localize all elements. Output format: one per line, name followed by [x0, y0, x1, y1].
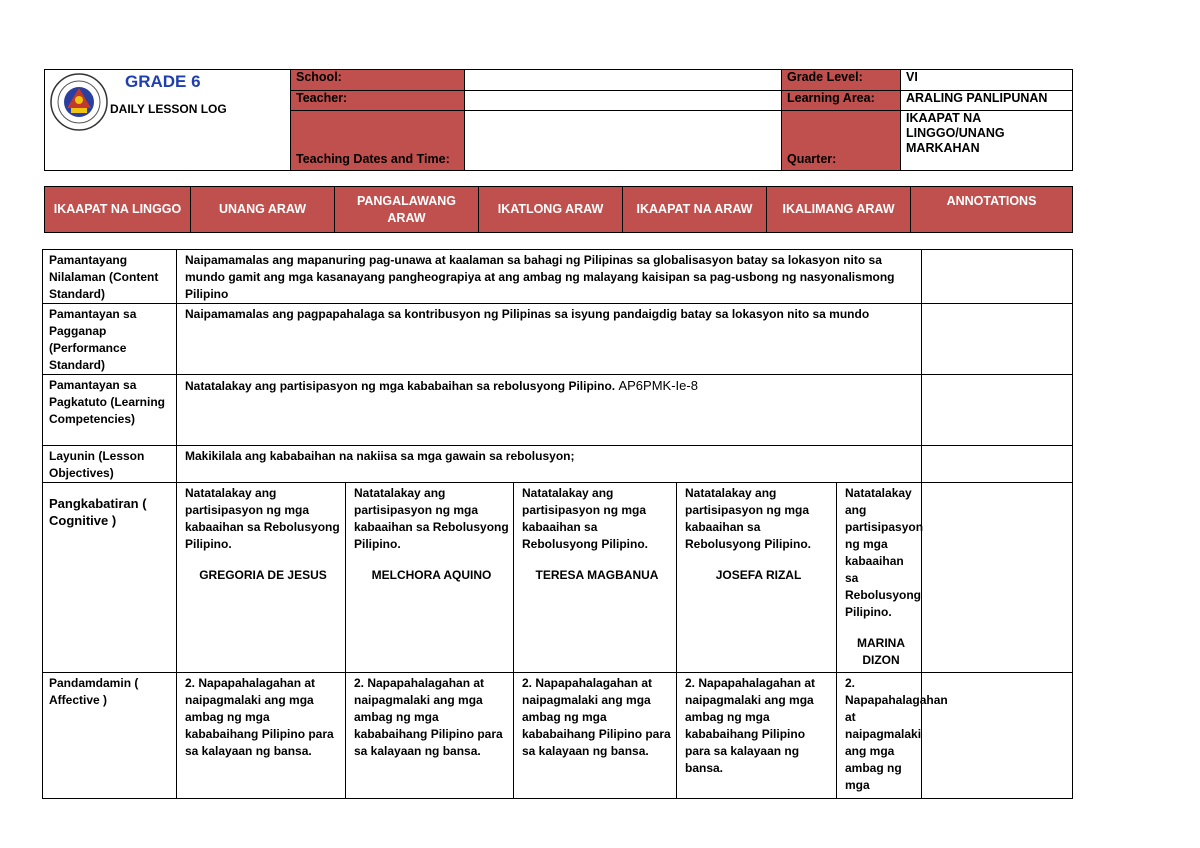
- competencies-annotation[interactable]: [922, 375, 1073, 446]
- cognitive-annotation[interactable]: [922, 483, 1073, 673]
- affective-annotation[interactable]: [922, 673, 1073, 799]
- quarter-label: Quarter:: [782, 111, 901, 171]
- hero-name: MELCHORA AQUINO: [371, 568, 492, 582]
- school-label: School:: [291, 70, 465, 91]
- cognitive-row: [43, 483, 1073, 673]
- competency-code: AP6PMK-Ie-8: [618, 378, 698, 393]
- cognitive-day-3: [514, 483, 677, 673]
- affective-day-4: 2. Napapahalagahan at naipagmalaki ang mga ambag ng mga kababaihang Pilipino para sa kalayaan ng bansa.: [677, 673, 837, 799]
- performance-standard-row: [43, 304, 1073, 375]
- daily-lesson-log-label: DAILY LESSON LOG: [110, 102, 227, 116]
- cognitive-day-5-text: Natatalakay ang partisipasyon ng mga kabaaihan sa Rebolusyong Pilipino.: [845, 486, 924, 619]
- performance-standard-text: Naipamamalas ang pagpapahalaga sa kontribusyon ng Pilipinas sa isyung pandaigdig batay sa lokasyon nito sa mundo: [177, 304, 922, 375]
- day-4-header: IKAAPAT NA ARAW: [623, 187, 767, 233]
- school-field[interactable]: [465, 70, 782, 91]
- performance-standard-label: Pamantayan sa Pagganap (Performance Standard): [43, 304, 177, 375]
- cognitive-day-2-text: Natatalakay ang partisipasyon ng mga kabaaihan sa Rebolusyong Pilipino.: [354, 486, 509, 551]
- teaching-dates-label: Teaching Dates and Time:: [291, 111, 465, 171]
- hero-name: JOSEFA RIZAL: [715, 568, 802, 582]
- competencies-cell: [177, 375, 922, 446]
- learning-area-value: ARALING PANLIPUNAN: [901, 91, 1073, 111]
- grade-level-value: VI: [901, 70, 1073, 91]
- quarter-value: IKAAPAT NA LINGGO/UNANG MARKAHAN: [901, 111, 1073, 171]
- cognitive-day-4: [677, 483, 837, 673]
- competencies-row: [43, 375, 1073, 446]
- content-standard-label: Pamantayang Nilalaman (Content Standard): [43, 250, 177, 304]
- content-standard-row: [43, 250, 1073, 304]
- grade-title: GRADE 6: [125, 72, 201, 91]
- objectives-text: Makikilala ang kababaihan na nakiisa sa mga gawain sa rebolusyon;: [177, 446, 922, 483]
- grade-level-label: Grade Level:: [782, 70, 901, 91]
- competencies-text: Natatalakay ang partisipasyon ng mga kababaihan sa rebolusyong Pilipino.: [185, 379, 616, 393]
- header-table: [44, 69, 1073, 171]
- hero-name: MARINA DIZON: [857, 636, 905, 667]
- day-1-header: UNANG ARAW: [191, 187, 335, 233]
- affective-row: [43, 673, 1073, 799]
- content-standard-annotation[interactable]: [922, 250, 1073, 304]
- cognitive-label: Pangkabatiran ( Cognitive ): [43, 483, 177, 673]
- competencies-label: Pamantayan sa Pagkatuto (Learning Competencies): [43, 375, 177, 446]
- cognitive-day-4-text: Natatalakay ang partisipasyon ng mga kabaaihan sa Rebolusyong Pilipino.: [685, 486, 811, 551]
- lesson-plan-table: [42, 249, 1073, 799]
- objectives-row: [43, 446, 1073, 483]
- header-logo-cell: [45, 70, 291, 171]
- affective-day-1: 2. Napapahalagahan at naipagmalaki ang mga ambag ng mga kababaihang Pilipino para sa kalayaan ng bansa.: [177, 673, 346, 799]
- cognitive-day-1: [177, 483, 346, 673]
- teacher-label: Teacher:: [291, 91, 465, 111]
- affective-label: Pandamdamin ( Affective ): [43, 673, 177, 799]
- cognitive-day-2: [346, 483, 514, 673]
- week-header: IKAAPAT NA LINGGO: [45, 187, 191, 233]
- content-standard-text: Naipamamalas ang mapanuring pag-unawa at kaalaman sa bahagi ng Pilipinas sa globalisasyon batay sa lokasyon nito sa mundo gamit ang mga kasanayang pangheograpiya at ang ambag ng malayang kaisipan sa pag-usbong ng nasyonalismong Pilipino: [177, 250, 922, 304]
- cognitive-day-5: [837, 483, 922, 673]
- learning-area-label: Learning Area:: [782, 91, 901, 111]
- cognitive-day-3-text: Natatalakay ang partisipasyon ng mga kabaaihan sa Rebolusyong Pilipino.: [522, 486, 648, 551]
- day-header-band: [44, 186, 1073, 233]
- cognitive-day-1-text: Natatalakay ang partisipasyon ng mga kabaaihan sa Rebolusyong Pilipino.: [185, 486, 340, 551]
- hero-name: GREGORIA DE JESUS: [199, 568, 327, 582]
- affective-day-2: 2. Napapahalagahan at naipagmalaki ang mga ambag ng mga kababaihang Pilipino para sa kalayaan ng bansa.: [346, 673, 514, 799]
- day-3-header: IKATLONG ARAW: [479, 187, 623, 233]
- affective-day-3: 2. Napapahalagahan at naipagmalaki ang mga ambag ng mga kababaihang Pilipino para sa kalayaan ng bansa.: [514, 673, 677, 799]
- day-2-header: PANGALAWANG ARAW: [335, 187, 479, 233]
- day-5-header: IKALIMANG ARAW: [767, 187, 911, 233]
- teacher-field[interactable]: [465, 91, 782, 111]
- affective-day-5: 2. Napapahalagahan at naipagmalaki ang mga ambag ng mga: [837, 673, 922, 799]
- annotations-header: ANNOTATIONS: [911, 187, 1073, 233]
- objectives-annotation[interactable]: [922, 446, 1073, 483]
- hero-name: TERESA MAGBANUA: [535, 568, 659, 582]
- deped-seal-icon: [49, 72, 109, 132]
- performance-standard-annotation[interactable]: [922, 304, 1073, 375]
- objectives-label: Layunin (Lesson Objectives): [43, 446, 177, 483]
- teaching-dates-field[interactable]: [465, 111, 782, 171]
